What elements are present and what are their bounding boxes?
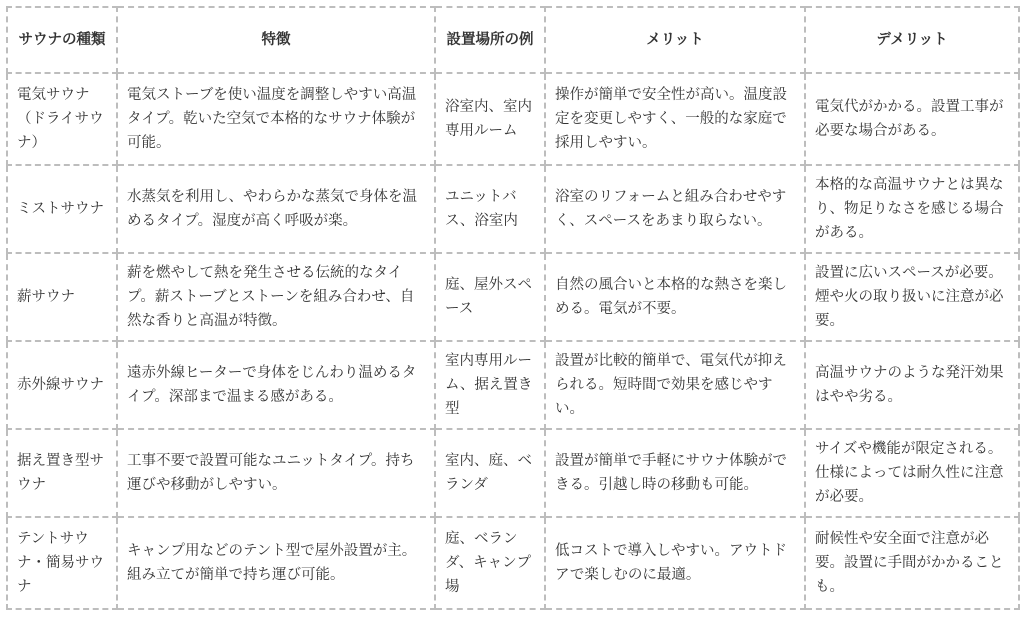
cell-merit: 浴室のリフォームと組み合わせやすく、スペースをあまり取らない。 — [545, 165, 805, 253]
cell-demerit: 本格的な高温サウナとは異なり、物足りなさを感じる場合がある。 — [805, 165, 1019, 253]
table-row — [7, 73, 1019, 165]
header-merit: メリット — [545, 7, 805, 73]
cell-location: 浴室内、室内専用ルーム — [435, 73, 545, 165]
cell-location: 庭、ベランダ、キャンプ場 — [435, 517, 545, 609]
header-feature: 特徴 — [117, 7, 435, 73]
cell-sauna-type: 据え置き型サウナ — [7, 429, 117, 517]
header-demerit: デメリット — [805, 7, 1019, 73]
cell-feature: 水蒸気を利用し、やわらかな蒸気で身体を温めるタイプ。湿度が高く呼吸が楽。 — [117, 165, 435, 253]
cell-sauna-type: 薪サウナ — [7, 253, 117, 341]
cell-sauna-type: ミストサウナ — [7, 165, 117, 253]
header-location: 設置場所の例 — [435, 7, 545, 73]
cell-merit: 自然の風合いと本格的な熱さを楽しめる。電気が不要。 — [545, 253, 805, 341]
cell-sauna-type: 電気サウナ（ドライサウナ） — [7, 73, 117, 165]
table-row — [7, 429, 1019, 517]
cell-location: 庭、屋外スペース — [435, 253, 545, 341]
cell-location: 室内専用ルーム、据え置き型 — [435, 341, 545, 429]
cell-demerit: 電気代がかかる。設置工事が必要な場合がある。 — [805, 73, 1019, 165]
cell-location: ユニットバス、浴室内 — [435, 165, 545, 253]
table-row — [7, 165, 1019, 253]
cell-demerit: 耐候性や安全面で注意が必要。設置に手間がかかることも。 — [805, 517, 1019, 609]
header-sauna-type: サウナの種類 — [7, 7, 117, 73]
cell-merit: 設置が簡単で手軽にサウナ体験ができる。引越し時の移動も可能。 — [545, 429, 805, 517]
cell-feature: 工事不要で設置可能なユニットタイプ。持ち運びや移動がしやすい。 — [117, 429, 435, 517]
cell-sauna-type: テントサウナ・簡易サウナ — [7, 517, 117, 609]
table-row — [7, 253, 1019, 341]
cell-merit: 操作が簡単で安全性が高い。温度設定を変更しやすく、一般的な家庭で採用しやすい。 — [545, 73, 805, 165]
cell-feature: キャンプ用などのテント型で屋外設置が主。組み立てが簡単で持ち運び可能。 — [117, 517, 435, 609]
cell-sauna-type: 赤外線サウナ — [7, 341, 117, 429]
cell-feature: 薪を燃やして熱を発生させる伝統的なタイプ。薪ストーブとストーンを組み合わせ、自然な香りと高温が特徴。 — [117, 253, 435, 341]
table-body — [7, 73, 1019, 609]
cell-demerit: 設置に広いスペースが必要。煙や火の取り扱いに注意が必要。 — [805, 253, 1019, 341]
sauna-comparison-table-container — [6, 6, 1020, 610]
cell-merit: 設置が比較的簡単で、電気代が抑えられる。短時間で効果を感じやすい。 — [545, 341, 805, 429]
table-row — [7, 341, 1019, 429]
table-row — [7, 517, 1019, 609]
header-row — [7, 7, 1019, 73]
cell-feature: 電気ストーブを使い温度を調整しやすい高温タイプ。乾いた空気で本格的なサウナ体験が可能。 — [117, 73, 435, 165]
cell-merit: 低コストで導入しやすい。アウトドアで楽しむのに最適。 — [545, 517, 805, 609]
cell-feature: 遠赤外線ヒーターで身体をじんわり温めるタイプ。深部まで温まる感がある。 — [117, 341, 435, 429]
cell-location: 室内、庭、ベランダ — [435, 429, 545, 517]
cell-demerit: サイズや機能が限定される。仕様によっては耐久性に注意が必要。 — [805, 429, 1019, 517]
cell-demerit: 高温サウナのような発汗効果はやや劣る。 — [805, 341, 1019, 429]
sauna-comparison-table — [6, 6, 1020, 610]
table-header — [7, 7, 1019, 73]
